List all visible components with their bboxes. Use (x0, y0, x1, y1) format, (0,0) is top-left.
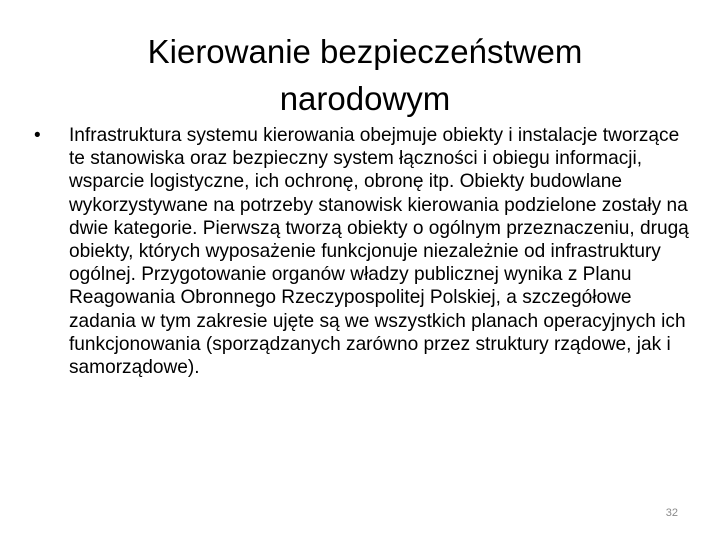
list-item-text: Infrastruktura systemu kierowania obejmuje obiekty i instalacje tworzące te stanowiska oraz bezpieczny system łączności i obiegu informacji, wsparcie logistyczne, ich ochronę, obronę itp. Obiekty budowlane wykorzystywane na potrzeby stanowisk kierowania podzielone zostały na dwie kategorie. Pierwszą tworzą obiekty o ogólnym przeznaczeniu, drugą obiekty, których wyposażenie funkcjonuje niezależnie od infrastruktury ogólnej. Przygotowanie organów władzy publicznej wynika z Planu Reagowania Obronnego Rzeczypospolitej Polskiej, a szczegółowe zadania w tym zakresie ujęte są we wszystkich planach operacyjnych ich funkcjonowania (sporządzanych zarówno przez struktury rządowe, jak i samorządowe). (69, 125, 689, 379)
bullet-dot-icon: • (34, 125, 41, 146)
title-line-1: Kierowanie bezpieczeństwem (147, 33, 583, 70)
title-line-2: narodowym (279, 80, 451, 117)
content-list (34, 124, 694, 379)
slide-number: 32 (665, 507, 678, 519)
list-item (34, 124, 694, 379)
slide-title (60, 28, 670, 122)
